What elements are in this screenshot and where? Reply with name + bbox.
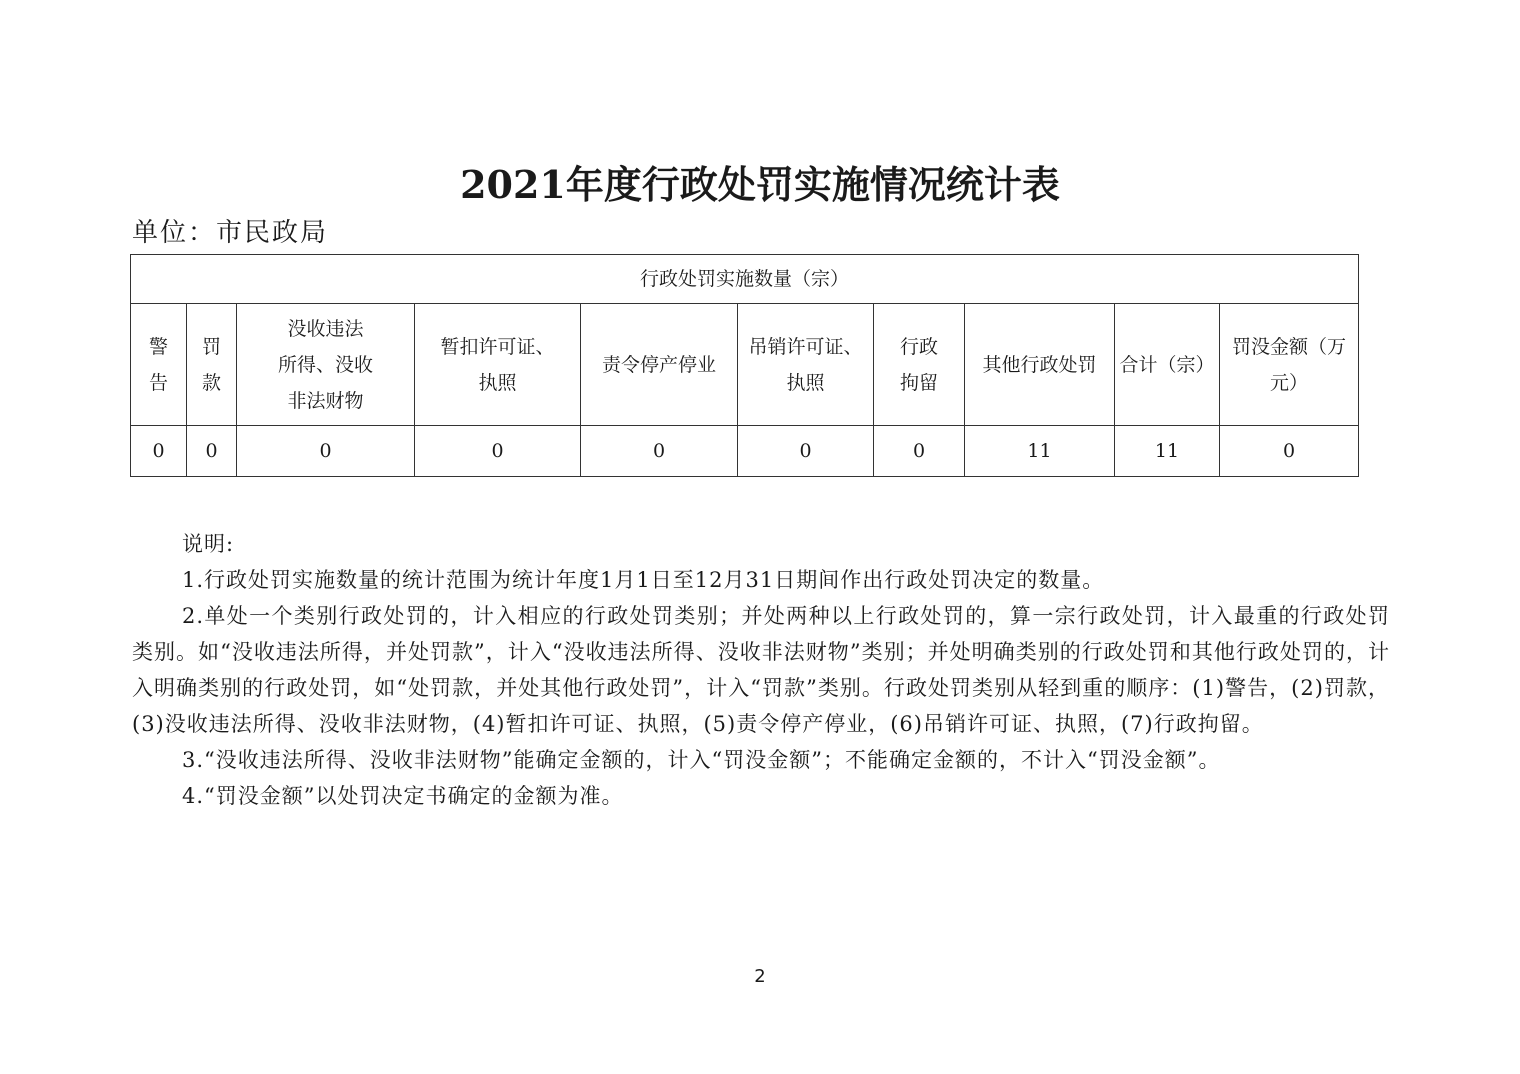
- table-cell: 0: [738, 426, 874, 477]
- table-cell: 0: [581, 426, 738, 477]
- column-header-row: [131, 304, 1359, 426]
- column-header: 合计（宗）: [1115, 304, 1220, 426]
- note-item: 1.行政处罚实施数量的统计范围为统计年度1月1日至12月31日期间作出行政处罚决定的数量。: [182, 568, 1105, 592]
- column-header: 警 告: [131, 304, 187, 426]
- table-cell: 0: [187, 426, 237, 477]
- note-item: 3.“没收违法所得、没收非法财物”能确定金额的，计入“罚没金额”；不能确定金额的，不计入“罚没金额”。: [182, 748, 1221, 772]
- document-title: 2021年度行政处罚实施情况统计表: [460, 162, 1060, 207]
- notes-heading: 说明:: [182, 532, 235, 556]
- table-row: [131, 426, 1359, 477]
- table-cell: 0: [415, 426, 581, 477]
- note-item: 4.“罚没金额”以处罚决定书确定的金额为准。: [182, 784, 624, 808]
- column-header: 罚没金额（万 元）: [1220, 304, 1359, 426]
- table-cell: 0: [237, 426, 415, 477]
- group-header: 行政处罚实施数量（宗）: [131, 255, 1359, 304]
- unit-label: 单位：市民政局: [132, 218, 329, 248]
- page-number: 2: [754, 966, 766, 987]
- column-header: 责令停产停业: [581, 304, 738, 426]
- column-header: 罚 款: [187, 304, 237, 426]
- column-header: 吊销许可证、 执照: [738, 304, 874, 426]
- table-cell: 11: [965, 426, 1115, 477]
- column-header: 行政 拘留: [874, 304, 965, 426]
- column-header: 暂扣许可证、 执照: [415, 304, 581, 426]
- table-cell: 11: [1115, 426, 1220, 477]
- column-header: 没收违法 所得、没收 非法财物: [237, 304, 415, 426]
- table-cell: 0: [131, 426, 187, 477]
- note-item: 2.单处一个类别行政处罚的，计入相应的行政处罚类别；并处两种以上行政处罚的，算一宗行政处罚，计入最重的行政处罚类别。如“没收违法所得，并处罚款”，计入“没收违法所得、没收非法财物”类别；并处明确类别的行政处罚和其他行政处罚的，计入明确类别的行政处罚，如“处罚款，并处其他行政处罚”，计入“罚款”类别。行政处罚类别从轻到重的顺序：(1)警告，(2)罚款，(3)没收违法所得、没收非法财物，(4)暂扣许可证、执照，(5)责令停产停业，(6)吊销许可证、执照，(7)行政拘留。: [132, 604, 1390, 736]
- notes-section: [132, 526, 1390, 814]
- table-cell: 0: [874, 426, 965, 477]
- statistics-table: [130, 254, 1359, 477]
- table-cell: 0: [1220, 426, 1359, 477]
- column-header: 其他行政处罚: [965, 304, 1115, 426]
